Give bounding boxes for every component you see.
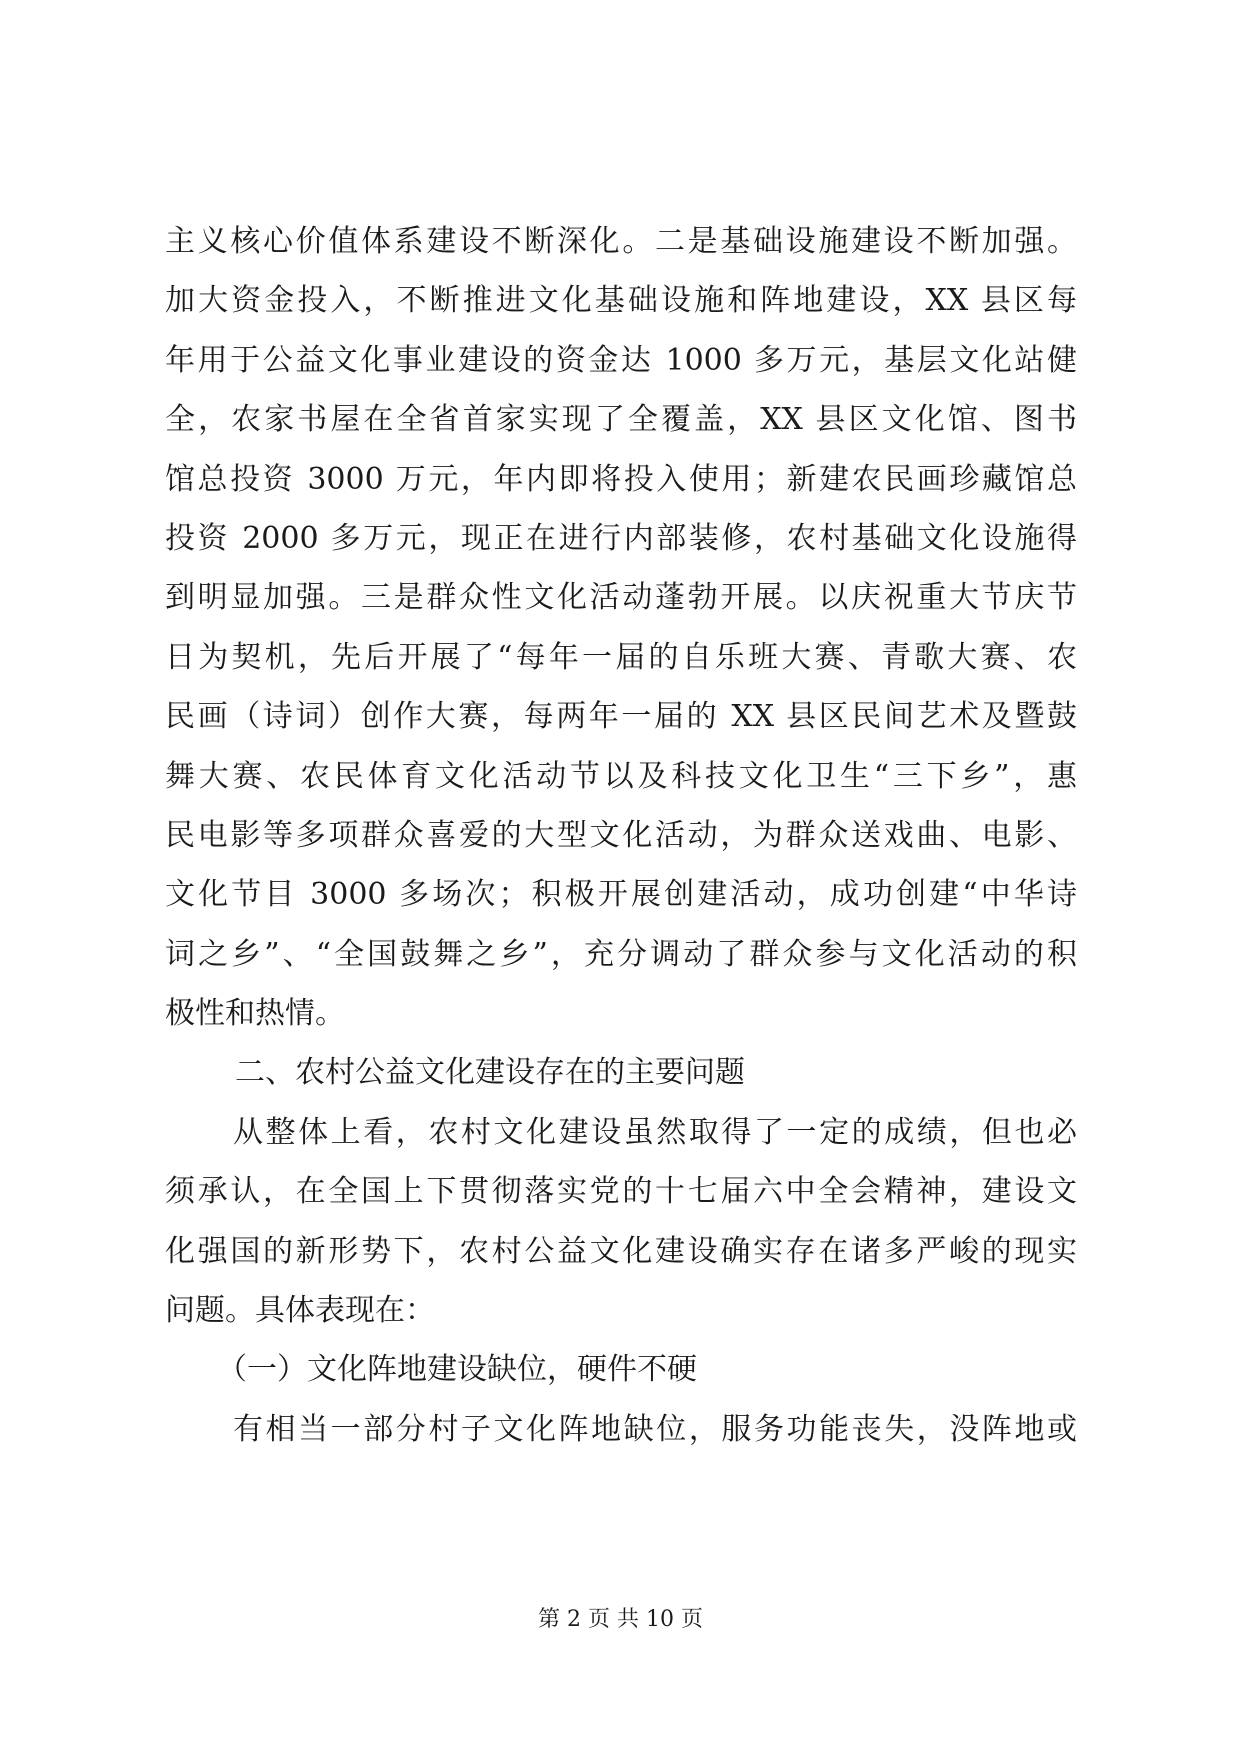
text-line: 有相当一部分村子文化阵地缺位，服务功能丧失，没阵地或	[233, 1411, 1077, 1447]
text-line: 文化节目 3000 多场次；积极开展创建活动，成功创建“中华诗	[165, 877, 1077, 913]
text-line: 须承认，在全国上下贯彻落实党的十七届六中全会精神，建设文	[165, 1174, 1077, 1210]
text-line: 投资 2000 多万元，现正在进行内部装修，农村基础文化设施得	[165, 520, 1077, 556]
subsection-heading: （一）文化阵地建设缺位，硬件不硬	[217, 1352, 697, 1388]
text-line: 全，农家书屋在全省首家实现了全覆盖，XX 县区文化馆、图书	[165, 402, 1077, 438]
text-line: 年用于公益文化事业建设的资金达 1000 多万元，基层文化站健	[165, 342, 1077, 378]
text-line: 词之乡”、“全国鼓舞之乡”，充分调动了群众参与文化活动的积	[165, 936, 1077, 972]
text-line: 问题。具体表现在：	[165, 1293, 435, 1329]
text-line: 加大资金投入，不断推进文化基础设施和阵地建设，XX 县区每	[165, 283, 1077, 319]
text-line: 极性和热情。	[165, 996, 345, 1032]
text-line: 化强国的新形势下，农村公益文化建设确实存在诸多严峻的现实	[165, 1233, 1077, 1269]
text-line: 主义核心价值体系建设不断深化。二是基础设施建设不断加强。	[165, 224, 1077, 259]
text-line: 日为契机，先后开展了“每年一届的自乐班大赛、青歌大赛、农	[165, 639, 1077, 675]
text-line: 舞大赛、农民体育文化活动节以及科技文化卫生“三下乡”，惠	[165, 758, 1077, 794]
text-line: 到明显加强。三是群众性文化活动蓬勃开展。以庆祝重大节庆节	[165, 580, 1077, 616]
text-line: 民画（诗词）创作大赛，每两年一届的 XX 县区民间艺术及暨鼓	[165, 699, 1077, 735]
text-line: 馆总投资 3000 万元，年内即将投入使用；新建农民画珍藏馆总	[165, 461, 1077, 497]
text-line: 从整体上看，农村文化建设虽然取得了一定的成绩，但也必	[233, 1114, 1077, 1150]
text-line: 民电影等多项群众喜爱的大型文化活动，为群众送戏曲、电影、	[165, 817, 1077, 853]
page-number-footer: 第 2 页 共 10 页	[538, 1607, 703, 1632]
body-text	[165, 212, 1077, 1459]
section-heading: 二、农村公益文化建设存在的主要问题	[235, 1055, 745, 1091]
